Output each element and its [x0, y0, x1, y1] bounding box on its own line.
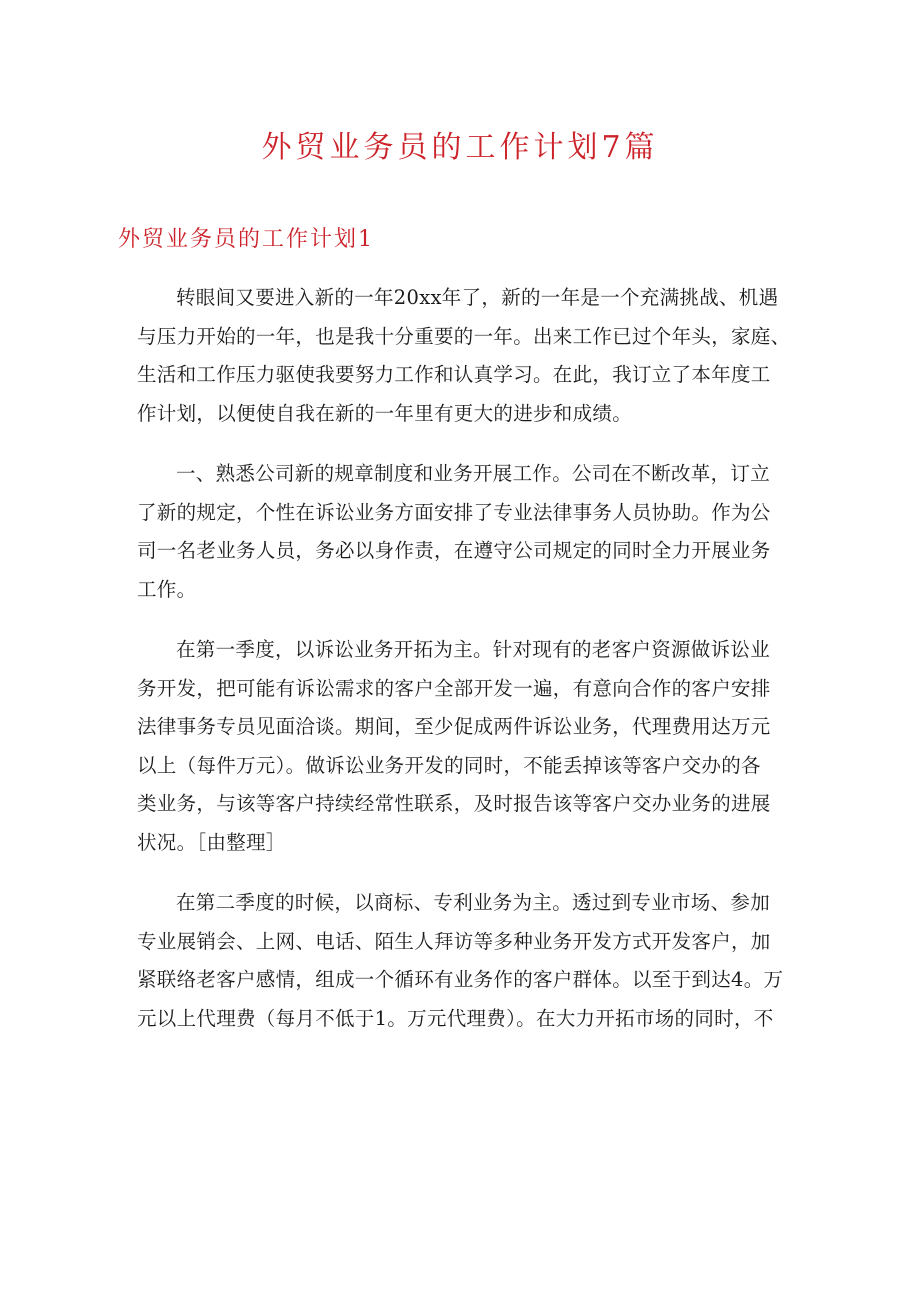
document-title: 外贸业务员的工作计划7篇	[261, 130, 659, 165]
paragraph-line: 以上（每件万元）。做诉讼业务开发的同时，不能丢掉该等客户交办的各	[137, 753, 761, 777]
paragraph-line: 与压力开始的一年，也是我十分重要的一年。出来工作已过个年头，家庭、	[137, 324, 791, 348]
paragraph	[137, 455, 789, 609]
paragraph-line: 作计划，以便使自我在新的一年里有更大的进步和成绩。	[137, 401, 633, 425]
paragraph-line: 元以上代理费（每月不低于1。万元代理费）。在大力开拓市场的同时，不	[137, 1006, 774, 1030]
paragraph	[137, 279, 789, 433]
paragraph-line: 一、熟悉公司新的规章制度和业务开展工作。公司在不断改革，订立	[176, 462, 771, 485]
paragraph-line: 法律事务专员见面洽谈。期间，至少促成两件诉讼业务，代理费用达万元	[137, 715, 771, 738]
paragraph-line: 在第一季度，以诉讼业务开拓为主。针对现有的老客户资源做诉讼业	[176, 638, 771, 661]
paragraph-line: 状况。［由整理］	[137, 830, 286, 854]
paragraph	[137, 631, 789, 862]
paragraph-line: 工作。	[137, 577, 197, 601]
paragraph-line: 转眼间又要进入新的一年20xx年了，新的一年是一个充满挑战、机遇	[176, 286, 779, 309]
paragraph-line: 紧联络老客户感情，组成一个循环有业务作的客户群体。以至于到达4。万	[137, 968, 784, 991]
paragraph-line: 司一名老业务人员，务必以身作责，在遵守公司规定的同时全力开展业务	[137, 539, 771, 562]
document-body	[137, 279, 789, 1060]
paragraph-line: 了新的规定，个性在诉讼业务方面安排了专业法律事务人员协助。作为公	[137, 500, 771, 524]
paragraph-line: 务开发，把可能有诉讼需求的客户全部开发一遍，有意向合作的客户安排	[137, 676, 771, 700]
paragraph-line: 专业展销会、上网、电话、陌生人拜访等多种业务开发方式开发客户，加	[137, 929, 771, 953]
paragraph	[137, 884, 789, 1038]
paragraph-line: 生活和工作压力驱使我要努力工作和认真学习。在此，我订立了本年度工	[137, 363, 771, 386]
paragraph-line: 在第二季度的时候，以商标、专利业务为主。透过到专业市场、参加	[176, 891, 771, 914]
section-heading: 外贸业务员的工作计划1	[118, 227, 374, 252]
paragraph-line: 类业务，与该等客户持续经常性联系，及时报告该等客户交办业务的进展	[137, 792, 771, 815]
